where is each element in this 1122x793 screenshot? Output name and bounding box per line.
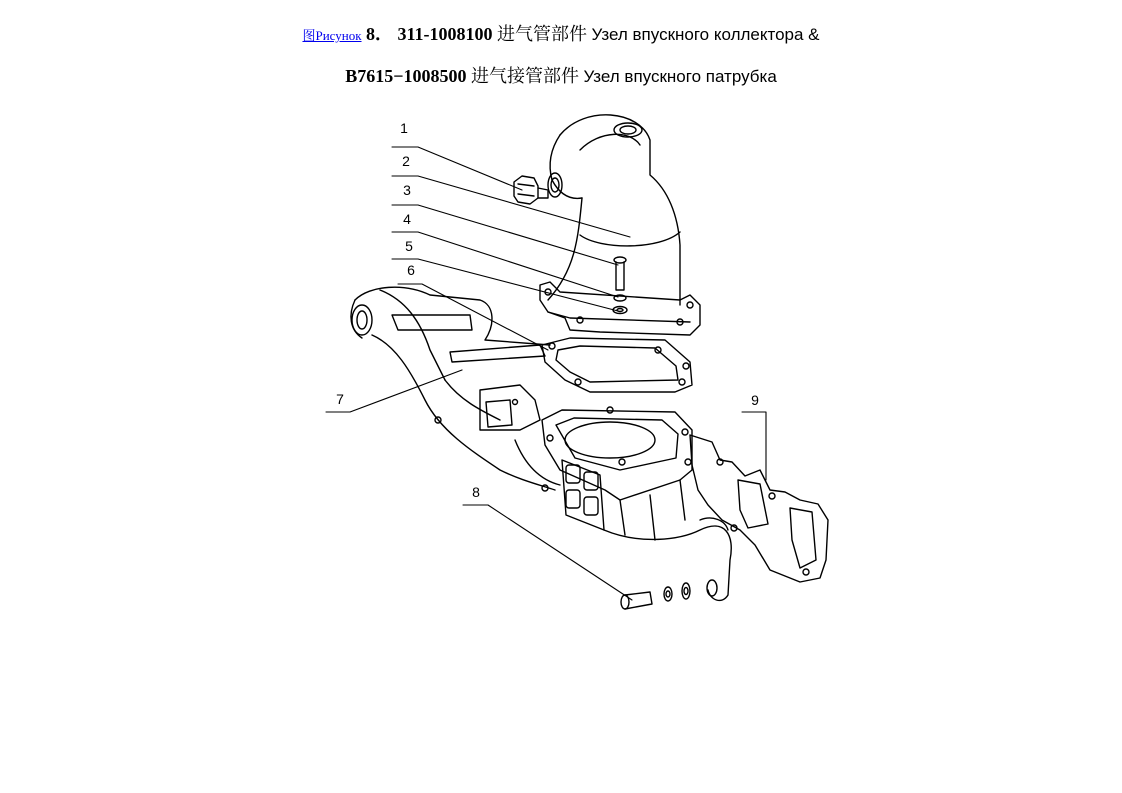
part-number-2: B7615−1008500 bbox=[345, 66, 467, 86]
callout-4: 4 bbox=[403, 211, 411, 227]
callout-5: 5 bbox=[405, 238, 413, 254]
part-gasket-9 bbox=[690, 435, 828, 582]
part-name-cn-1: 进气管部件 bbox=[497, 24, 588, 44]
part-plug bbox=[514, 176, 548, 204]
part-name-cn-2: 进气接管部件 bbox=[470, 66, 579, 86]
part-bolt-8 bbox=[621, 583, 690, 609]
callout-2: 2 bbox=[402, 153, 410, 169]
callout-1: 1 bbox=[400, 120, 408, 136]
callout-leaders bbox=[326, 147, 766, 600]
callout-9: 9 bbox=[751, 392, 759, 408]
callout-3: 3 bbox=[403, 182, 411, 198]
callout-7: 7 bbox=[336, 391, 344, 407]
part-bolt-3 bbox=[614, 257, 626, 290]
figure-link[interactable]: 图Рисунок bbox=[302, 28, 362, 43]
callout-numbers bbox=[336, 120, 759, 500]
callout-8: 8 bbox=[472, 484, 480, 500]
callout-6: 6 bbox=[407, 262, 415, 278]
part-gasket-6 bbox=[542, 338, 692, 392]
part-name-ru-2: Узел впускного патрубка bbox=[583, 67, 777, 86]
part-number-1: 8． 311-1008100 bbox=[366, 24, 493, 44]
part-intake-elbow bbox=[540, 115, 700, 335]
part-name-ru-1: Узел впускного коллектора & bbox=[591, 25, 820, 44]
